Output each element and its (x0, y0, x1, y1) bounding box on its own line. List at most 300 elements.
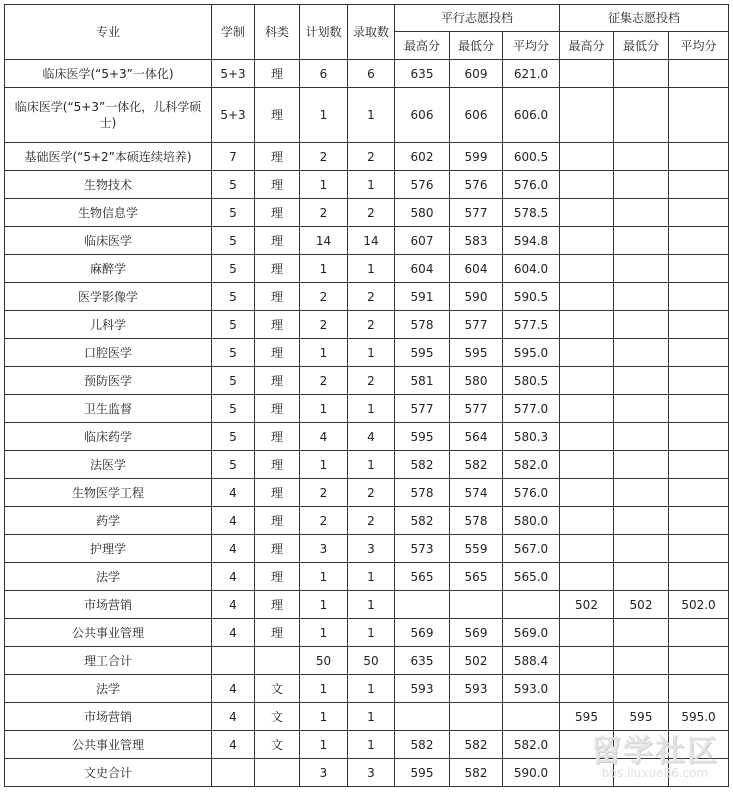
cell-supplementary-max (560, 451, 614, 479)
cell-supplementary-max (560, 675, 614, 703)
cell-supplementary-avg (669, 171, 729, 199)
cell-plan: 6 (300, 60, 348, 88)
cell-duration: 4 (212, 619, 255, 647)
cell-major: 法医学 (5, 451, 212, 479)
cell-parallel-min: 590 (450, 283, 503, 311)
cell-parallel-avg: 569.0 (503, 619, 560, 647)
table-row (5, 759, 729, 787)
cell-parallel-max: 581 (395, 367, 450, 395)
cell-parallel-avg: 567.0 (503, 535, 560, 563)
cell-major: 预防医学 (5, 367, 212, 395)
cell-supplementary-min (614, 731, 669, 759)
table-row (5, 479, 729, 507)
cell-plan: 1 (300, 451, 348, 479)
cell-parallel-max: 580 (395, 199, 450, 227)
cell-parallel-max: 635 (395, 647, 450, 675)
cell-duration: 5 (212, 367, 255, 395)
cell-admitted: 1 (348, 88, 395, 143)
cell-supplementary-min (614, 535, 669, 563)
cell-category: 理 (255, 591, 300, 619)
cell-duration: 4 (212, 535, 255, 563)
cell-parallel-max: 602 (395, 143, 450, 171)
header-major: 专业 (5, 5, 212, 60)
cell-supplementary-avg (669, 283, 729, 311)
cell-category: 理 (255, 199, 300, 227)
cell-plan: 2 (300, 283, 348, 311)
cell-plan: 14 (300, 227, 348, 255)
header-parallel-group: 平行志愿投档 (395, 5, 560, 32)
table-row (5, 647, 729, 675)
table-row (5, 367, 729, 395)
cell-duration: 4 (212, 591, 255, 619)
cell-supplementary-max (560, 535, 614, 563)
cell-major: 临床医学(“5+3”一体化) (5, 60, 212, 88)
cell-category: 理 (255, 283, 300, 311)
cell-supplementary-avg (669, 88, 729, 143)
cell-supplementary-avg: 595.0 (669, 703, 729, 731)
cell-parallel-max: 569 (395, 619, 450, 647)
cell-parallel-avg: 582.0 (503, 451, 560, 479)
cell-major: 市场营销 (5, 703, 212, 731)
cell-admitted: 4 (348, 423, 395, 451)
cell-supplementary-max (560, 339, 614, 367)
cell-major: 法学 (5, 675, 212, 703)
cell-category: 理 (255, 479, 300, 507)
cell-supplementary-min (614, 88, 669, 143)
cell-category: 理 (255, 227, 300, 255)
cell-duration: 5 (212, 283, 255, 311)
cell-plan: 1 (300, 591, 348, 619)
cell-category: 理 (255, 507, 300, 535)
cell-admitted: 1 (348, 731, 395, 759)
cell-supplementary-min (614, 395, 669, 423)
cell-parallel-min: 582 (450, 731, 503, 759)
cell-supplementary-avg (669, 423, 729, 451)
cell-supplementary-max (560, 395, 614, 423)
table-row (5, 563, 729, 591)
table-row (5, 227, 729, 255)
table-row (5, 143, 729, 171)
cell-duration: 7 (212, 143, 255, 171)
cell-admitted: 2 (348, 143, 395, 171)
table-row (5, 703, 729, 731)
cell-supplementary-avg (669, 60, 729, 88)
header-row-top (5, 5, 729, 32)
header-category: 科类 (255, 5, 300, 60)
cell-major: 生物技术 (5, 171, 212, 199)
cell-parallel-avg: 604.0 (503, 255, 560, 283)
cell-plan: 1 (300, 339, 348, 367)
cell-supplementary-max (560, 143, 614, 171)
cell-supplementary-min (614, 283, 669, 311)
cell-supplementary-min (614, 479, 669, 507)
cell-supplementary-min (614, 171, 669, 199)
cell-supplementary-max: 595 (560, 703, 614, 731)
cell-parallel-avg (503, 591, 560, 619)
cell-major: 麻醉学 (5, 255, 212, 283)
cell-parallel-avg: 576.0 (503, 479, 560, 507)
cell-duration: 5+3 (212, 60, 255, 88)
cell-plan: 1 (300, 619, 348, 647)
cell-parallel-max: 604 (395, 255, 450, 283)
header-plan: 计划数 (300, 5, 348, 60)
cell-duration: 5 (212, 227, 255, 255)
cell-parallel-min: 595 (450, 339, 503, 367)
cell-supplementary-avg (669, 339, 729, 367)
cell-supplementary-avg (669, 255, 729, 283)
cell-duration: 5 (212, 423, 255, 451)
cell-duration: 5 (212, 339, 255, 367)
cell-parallel-min (450, 703, 503, 731)
cell-supplementary-avg (669, 311, 729, 339)
table-row (5, 171, 729, 199)
cell-parallel-min: 576 (450, 171, 503, 199)
cell-supplementary-avg (669, 507, 729, 535)
cell-supplementary-min: 595 (614, 703, 669, 731)
cell-plan: 2 (300, 367, 348, 395)
cell-plan: 1 (300, 171, 348, 199)
cell-plan: 1 (300, 703, 348, 731)
cell-parallel-min: 577 (450, 395, 503, 423)
cell-parallel-max: 606 (395, 88, 450, 143)
cell-duration: 5 (212, 451, 255, 479)
cell-supplementary-avg (669, 647, 729, 675)
watermark-brand: 留学社区 (591, 734, 719, 769)
cell-plan: 2 (300, 199, 348, 227)
cell-supplementary-min (614, 675, 669, 703)
table-row (5, 199, 729, 227)
cell-supplementary-min (614, 227, 669, 255)
cell-admitted: 1 (348, 339, 395, 367)
cell-supplementary-min (614, 367, 669, 395)
cell-supplementary-max (560, 60, 614, 88)
watermark-url: bbs.liuxue86.com (601, 766, 709, 780)
header-supplementary-avg: 平均分 (669, 32, 729, 60)
cell-admitted: 2 (348, 199, 395, 227)
cell-supplementary-max (560, 227, 614, 255)
cell-parallel-max (395, 703, 450, 731)
cell-major: 医学影像学 (5, 283, 212, 311)
cell-major: 临床医学(“5+3”一体化，儿科学硕士) (5, 88, 212, 143)
cell-supplementary-min (614, 507, 669, 535)
cell-supplementary-min (614, 451, 669, 479)
cell-duration: 5 (212, 311, 255, 339)
cell-admitted: 2 (348, 507, 395, 535)
cell-duration: 4 (212, 675, 255, 703)
table-row (5, 339, 729, 367)
header-parallel-avg: 平均分 (503, 32, 560, 60)
cell-supplementary-max (560, 255, 614, 283)
cell-parallel-avg: 580.5 (503, 367, 560, 395)
cell-category: 理 (255, 60, 300, 88)
cell-plan: 2 (300, 507, 348, 535)
cell-plan: 1 (300, 675, 348, 703)
cell-plan: 3 (300, 535, 348, 563)
cell-supplementary-max (560, 88, 614, 143)
cell-parallel-max: 595 (395, 423, 450, 451)
cell-plan: 1 (300, 731, 348, 759)
cell-supplementary-avg (669, 395, 729, 423)
header-parallel-max: 最高分 (395, 32, 450, 60)
cell-category: 理 (255, 88, 300, 143)
cell-admitted: 1 (348, 171, 395, 199)
cell-supplementary-min (614, 255, 669, 283)
cell-parallel-max: 595 (395, 339, 450, 367)
cell-parallel-max: 582 (395, 507, 450, 535)
cell-plan: 1 (300, 563, 348, 591)
cell-plan: 1 (300, 395, 348, 423)
cell-admitted: 2 (348, 283, 395, 311)
cell-category: 文 (255, 675, 300, 703)
table-row (5, 591, 729, 619)
cell-parallel-avg: 577.5 (503, 311, 560, 339)
admission-score-table (4, 4, 729, 787)
cell-major: 法学 (5, 563, 212, 591)
cell-category: 理 (255, 535, 300, 563)
cell-plan: 2 (300, 143, 348, 171)
table-row (5, 731, 729, 759)
cell-major: 药学 (5, 507, 212, 535)
cell-parallel-min: 582 (450, 759, 503, 787)
cell-parallel-avg: 578.5 (503, 199, 560, 227)
cell-parallel-min: 580 (450, 367, 503, 395)
table-row (5, 311, 729, 339)
cell-parallel-min: 577 (450, 199, 503, 227)
header-admitted: 录取数 (348, 5, 395, 60)
cell-plan: 3 (300, 759, 348, 787)
cell-parallel-avg: 594.8 (503, 227, 560, 255)
cell-parallel-max: 578 (395, 311, 450, 339)
cell-admitted: 2 (348, 479, 395, 507)
cell-plan: 1 (300, 255, 348, 283)
cell-supplementary-max (560, 171, 614, 199)
cell-category: 理 (255, 619, 300, 647)
cell-category: 理 (255, 311, 300, 339)
cell-major: 口腔医学 (5, 339, 212, 367)
cell-duration: 5 (212, 171, 255, 199)
cell-category (255, 759, 300, 787)
cell-category: 理 (255, 171, 300, 199)
cell-supplementary-max (560, 563, 614, 591)
cell-supplementary-avg (669, 227, 729, 255)
cell-plan: 50 (300, 647, 348, 675)
cell-admitted: 1 (348, 451, 395, 479)
cell-supplementary-max (560, 423, 614, 451)
cell-parallel-avg: 595.0 (503, 339, 560, 367)
cell-major: 公共事业管理 (5, 731, 212, 759)
cell-major: 市场营销 (5, 591, 212, 619)
cell-duration: 5 (212, 255, 255, 283)
cell-duration (212, 759, 255, 787)
cell-parallel-avg: 580.0 (503, 507, 560, 535)
cell-supplementary-avg (669, 479, 729, 507)
cell-supplementary-min (614, 423, 669, 451)
cell-parallel-avg: 590.5 (503, 283, 560, 311)
cell-category: 理 (255, 423, 300, 451)
cell-major: 理工合计 (5, 647, 212, 675)
cell-supplementary-min (614, 647, 669, 675)
cell-supplementary-max (560, 367, 614, 395)
cell-category (255, 647, 300, 675)
cell-supplementary-min (614, 311, 669, 339)
cell-admitted: 14 (348, 227, 395, 255)
cell-parallel-max: 565 (395, 563, 450, 591)
cell-category: 理 (255, 339, 300, 367)
cell-admitted: 1 (348, 703, 395, 731)
cell-parallel-min: 609 (450, 60, 503, 88)
cell-duration (212, 647, 255, 675)
cell-admitted: 3 (348, 759, 395, 787)
table-row (5, 423, 729, 451)
cell-plan: 2 (300, 311, 348, 339)
cell-major: 生物信息学 (5, 199, 212, 227)
table-row (5, 255, 729, 283)
cell-parallel-avg (503, 703, 560, 731)
cell-parallel-avg: 621.0 (503, 60, 560, 88)
cell-admitted: 6 (348, 60, 395, 88)
cell-major: 生物医学工程 (5, 479, 212, 507)
cell-parallel-min: 502 (450, 647, 503, 675)
table-row (5, 507, 729, 535)
cell-admitted: 1 (348, 395, 395, 423)
cell-category: 理 (255, 451, 300, 479)
cell-parallel-min: 569 (450, 619, 503, 647)
cell-parallel-min: 577 (450, 311, 503, 339)
cell-major: 儿科学 (5, 311, 212, 339)
cell-category: 理 (255, 367, 300, 395)
cell-supplementary-min: 502 (614, 591, 669, 619)
cell-parallel-min: 578 (450, 507, 503, 535)
cell-supplementary-avg (669, 731, 729, 759)
cell-supplementary-avg (669, 143, 729, 171)
cell-parallel-max: 591 (395, 283, 450, 311)
cell-parallel-max: 577 (395, 395, 450, 423)
cell-category: 文 (255, 731, 300, 759)
cell-admitted: 1 (348, 591, 395, 619)
cell-duration: 5 (212, 395, 255, 423)
cell-supplementary-min (614, 199, 669, 227)
table-row (5, 88, 729, 143)
cell-parallel-max: 635 (395, 60, 450, 88)
cell-category: 理 (255, 395, 300, 423)
cell-parallel-min: 593 (450, 675, 503, 703)
cell-parallel-avg: 582.0 (503, 731, 560, 759)
cell-parallel-min: 599 (450, 143, 503, 171)
cell-major: 临床医学 (5, 227, 212, 255)
cell-supplementary-avg (669, 535, 729, 563)
cell-parallel-avg: 577.0 (503, 395, 560, 423)
cell-parallel-min: 604 (450, 255, 503, 283)
cell-parallel-avg: 590.0 (503, 759, 560, 787)
cell-supplementary-min (614, 143, 669, 171)
cell-category: 文 (255, 703, 300, 731)
cell-category: 理 (255, 563, 300, 591)
cell-supplementary-max (560, 199, 614, 227)
cell-duration: 5 (212, 199, 255, 227)
cell-parallel-avg: 588.4 (503, 647, 560, 675)
table-row (5, 60, 729, 88)
cell-parallel-max: 595 (395, 759, 450, 787)
table-row (5, 283, 729, 311)
cell-supplementary-max (560, 759, 614, 787)
cell-supplementary-avg (669, 619, 729, 647)
cell-supplementary-max (560, 311, 614, 339)
cell-major: 公共事业管理 (5, 619, 212, 647)
table-row (5, 619, 729, 647)
cell-plan: 2 (300, 479, 348, 507)
cell-supplementary-avg: 502.0 (669, 591, 729, 619)
cell-parallel-avg: 593.0 (503, 675, 560, 703)
cell-supplementary-min (614, 759, 669, 787)
cell-parallel-max: 578 (395, 479, 450, 507)
cell-parallel-avg: 580.3 (503, 423, 560, 451)
cell-supplementary-avg (669, 451, 729, 479)
cell-supplementary-max (560, 507, 614, 535)
cell-supplementary-avg (669, 563, 729, 591)
cell-duration: 4 (212, 731, 255, 759)
cell-parallel-max: 576 (395, 171, 450, 199)
cell-supplementary-max (560, 479, 614, 507)
cell-supplementary-max (560, 283, 614, 311)
header-supplementary-min: 最低分 (614, 32, 669, 60)
cell-major: 卫生监督 (5, 395, 212, 423)
cell-duration: 4 (212, 507, 255, 535)
cell-major: 护理学 (5, 535, 212, 563)
cell-category: 理 (255, 255, 300, 283)
cell-admitted: 50 (348, 647, 395, 675)
cell-parallel-min: 582 (450, 451, 503, 479)
cell-category: 理 (255, 143, 300, 171)
cell-admitted: 2 (348, 311, 395, 339)
cell-admitted: 1 (348, 675, 395, 703)
cell-plan: 1 (300, 88, 348, 143)
cell-supplementary-max (560, 731, 614, 759)
cell-supplementary-avg (669, 367, 729, 395)
cell-admitted: 1 (348, 255, 395, 283)
cell-supplementary-min (614, 619, 669, 647)
cell-admitted: 3 (348, 535, 395, 563)
header-parallel-min: 最低分 (450, 32, 503, 60)
cell-supplementary-avg (669, 759, 729, 787)
cell-parallel-max: 582 (395, 451, 450, 479)
cell-parallel-min: 583 (450, 227, 503, 255)
cell-parallel-min: 565 (450, 563, 503, 591)
table-row (5, 451, 729, 479)
cell-supplementary-avg (669, 675, 729, 703)
table-row (5, 535, 729, 563)
cell-admitted: 2 (348, 367, 395, 395)
cell-parallel-min: 559 (450, 535, 503, 563)
cell-parallel-max: 573 (395, 535, 450, 563)
cell-supplementary-avg (669, 199, 729, 227)
cell-major: 文史合计 (5, 759, 212, 787)
cell-parallel-max (395, 591, 450, 619)
cell-parallel-min: 606 (450, 88, 503, 143)
cell-parallel-min: 574 (450, 479, 503, 507)
cell-supplementary-max: 502 (560, 591, 614, 619)
cell-plan: 4 (300, 423, 348, 451)
cell-parallel-min: 564 (450, 423, 503, 451)
cell-parallel-min (450, 591, 503, 619)
cell-parallel-avg: 600.5 (503, 143, 560, 171)
cell-admitted: 1 (348, 619, 395, 647)
cell-supplementary-min (614, 339, 669, 367)
cell-supplementary-max (560, 647, 614, 675)
cell-parallel-max: 593 (395, 675, 450, 703)
cell-duration: 4 (212, 703, 255, 731)
table-row (5, 675, 729, 703)
header-duration: 学制 (212, 5, 255, 60)
